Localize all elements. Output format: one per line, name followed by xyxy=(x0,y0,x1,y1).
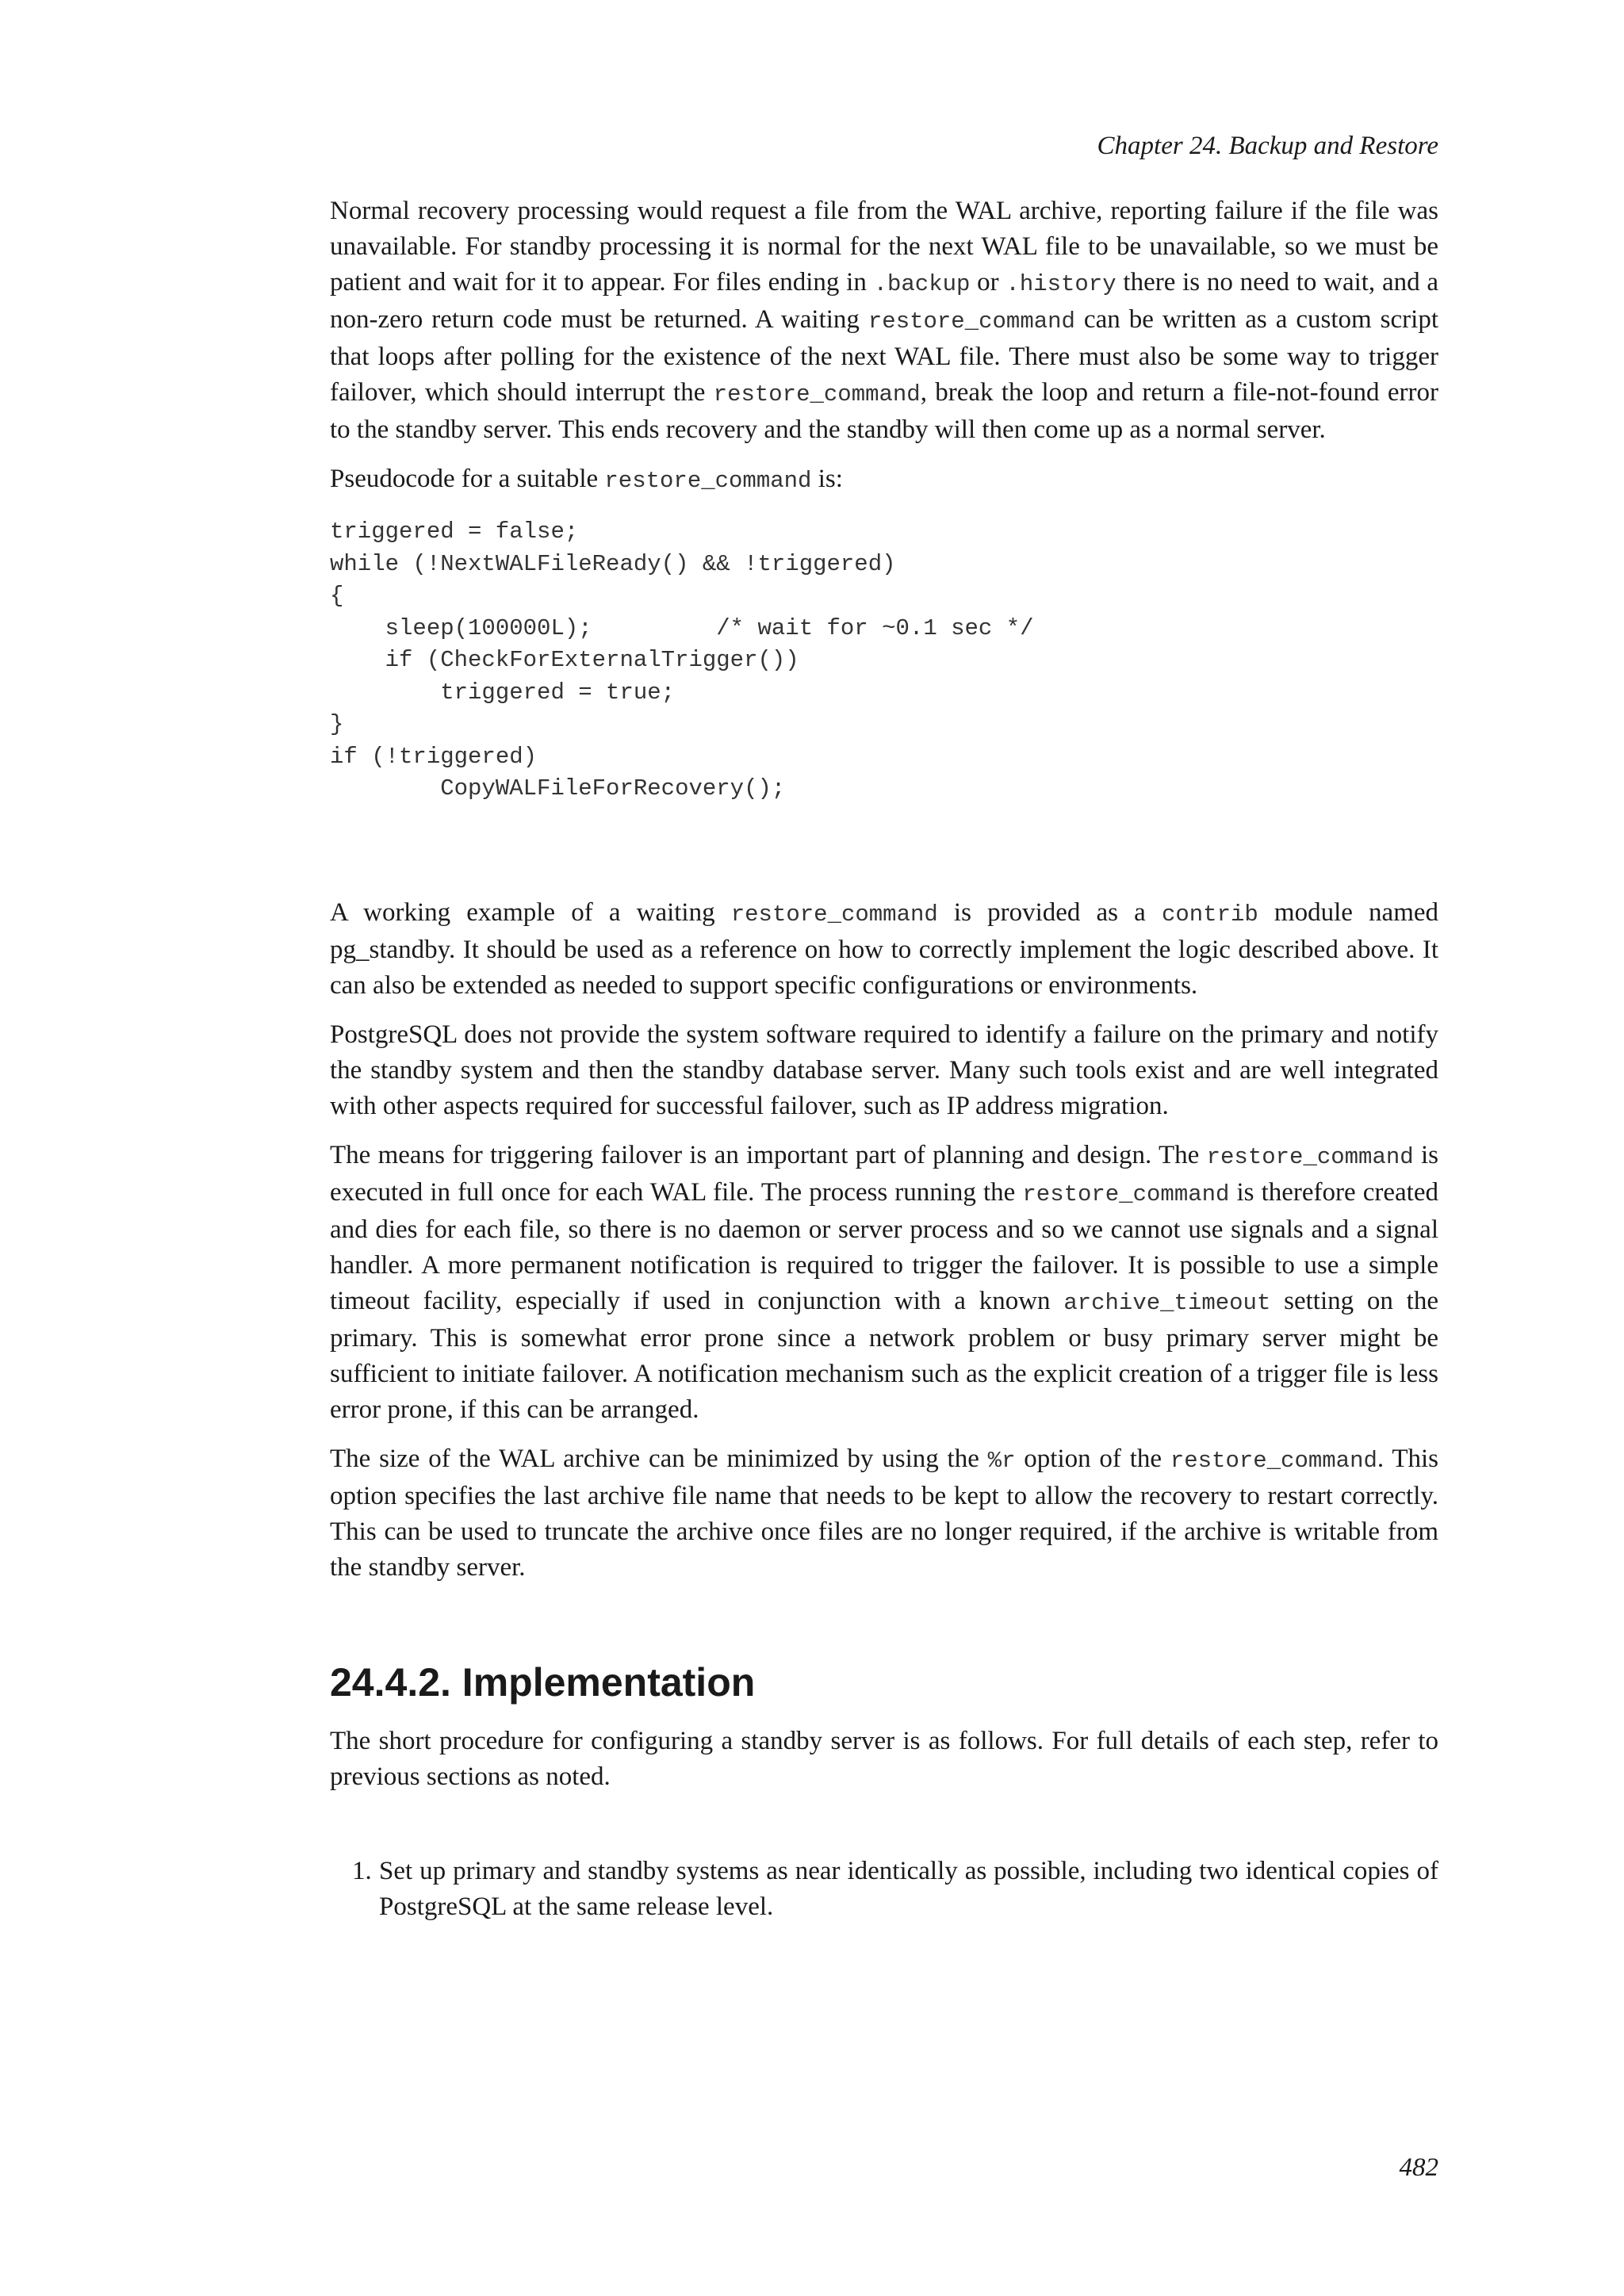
inline-code-restore-command: restore_command xyxy=(730,901,938,928)
code-line: if (CheckForExternalTrigger()) xyxy=(330,647,799,673)
page-content xyxy=(330,193,1438,1925)
step-text: Set up primary and standby systems as near identically as possible, including two identical copies of PostgreSQL at the same release level. xyxy=(379,1856,1438,1921)
section-heading: 24.4.2. Implementation xyxy=(330,1659,756,1705)
inline-code-restore-command: restore_command xyxy=(713,381,921,408)
inline-code-percent-r: %r xyxy=(987,1447,1016,1474)
inline-code-history: .history xyxy=(1005,271,1116,297)
code-line: while (!NextWALFileReady() && !triggered) xyxy=(330,550,896,577)
inline-code-restore-command: restore_command xyxy=(604,468,812,494)
page-number: 482 xyxy=(1399,2153,1438,2182)
procedure-steps-list xyxy=(330,1854,1438,1925)
code-line: } xyxy=(330,711,344,737)
code-line: if (!triggered) xyxy=(330,743,538,770)
step-number: 1. xyxy=(352,1856,372,1885)
inline-code-restore-command: restore_command xyxy=(1206,1143,1414,1170)
paragraph-triggering-failover: The means for triggering failover is an important part of planning and design. The restore_command is executed in full once for each WAL file. The process running the restore_command is therefore created and dies for each file, so there is no daemon or server process and so we cannot use signals and a signal handler. A more permanent notification is required to trigger the failover. It is possible to use a simple timeout facility, especially if used in conjunction with a known archive_timeout setting on the primary. This is somewhat error prone since a network problem or busy primary server might be sufficient to initiate failover. A notification mechanism such as the explicit creation of a trigger file is less error prone, if this can be arranged. xyxy=(330,1140,1438,1424)
code-line: { xyxy=(330,583,344,609)
pseudocode-block xyxy=(330,516,1438,806)
code-line: triggered = false; xyxy=(330,519,579,545)
inline-code-archive-timeout: archive_timeout xyxy=(1063,1289,1271,1316)
paragraph-wal-recovery: Normal recovery processing would request a file from the WAL archive, reporting failure if the file was unavailable. For standby processing it is normal for the next WAL file to be unavailable, so we must be patient and wait for it to appear. For files ending in .backup or .history there is no need to wait, and a non-zero return code must be returned. A waiting restore_command can be written as a custom script that loops after polling for the existence of the next WAL file. There must also be some way to trigger failover, which should interrupt the restore_command, break the loop and return a file-not-found error to the standby server. This ends recovery and the standby will then come up as a normal server. xyxy=(330,197,1438,444)
paragraph-pg-standby: A working example of a waiting restore_command is provided as a contrib module named pg_standby. It should be used as a reference on how to correctly implement the logic described above. It can also be extended as needed to support specific configurations or environments. xyxy=(330,897,1439,1000)
inline-code-restore-command: restore_command xyxy=(1022,1181,1230,1207)
paragraph-archive-size: The size of the WAL archive can be minimized by using the %r option of the restore_command. This option specifies the last archive file name that needs to be kept to allow the recovery to restart correctly. This can be used to truncate the archive once files are no longer required, if the archive is writable from the standby server. xyxy=(330,1444,1438,1582)
paragraph-procedure-intro: The short procedure for configuring a standby server is as follows. For full details of each step, refer to previous sections as noted. xyxy=(330,1726,1438,1791)
inline-code-restore-command: restore_command xyxy=(1170,1447,1377,1474)
paragraph-pseudocode-intro: Pseudocode for a suitable restore_command is: xyxy=(330,465,843,494)
inline-code-backup: .backup xyxy=(873,271,971,297)
inline-code-restore-command: restore_command xyxy=(868,308,1075,335)
code-line: sleep(100000L); /* wait for ~0.1 sec */ xyxy=(330,614,1034,641)
code-line: CopyWALFileForRecovery(); xyxy=(330,775,786,802)
paragraph-failure-detection: PostgreSQL does not provide the system software required to identify a failure on the primary and notify the standby system and then the standby database server. Many such tools exist and are well integrated with other aspects required for successful failover, such as IP address migration. xyxy=(330,1020,1438,1120)
code-line: triggered = true; xyxy=(330,679,676,706)
list-item xyxy=(330,1854,1438,1925)
inline-code-contrib: contrib xyxy=(1161,901,1258,928)
running-header: Chapter 24. Backup and Restore xyxy=(1097,132,1438,160)
